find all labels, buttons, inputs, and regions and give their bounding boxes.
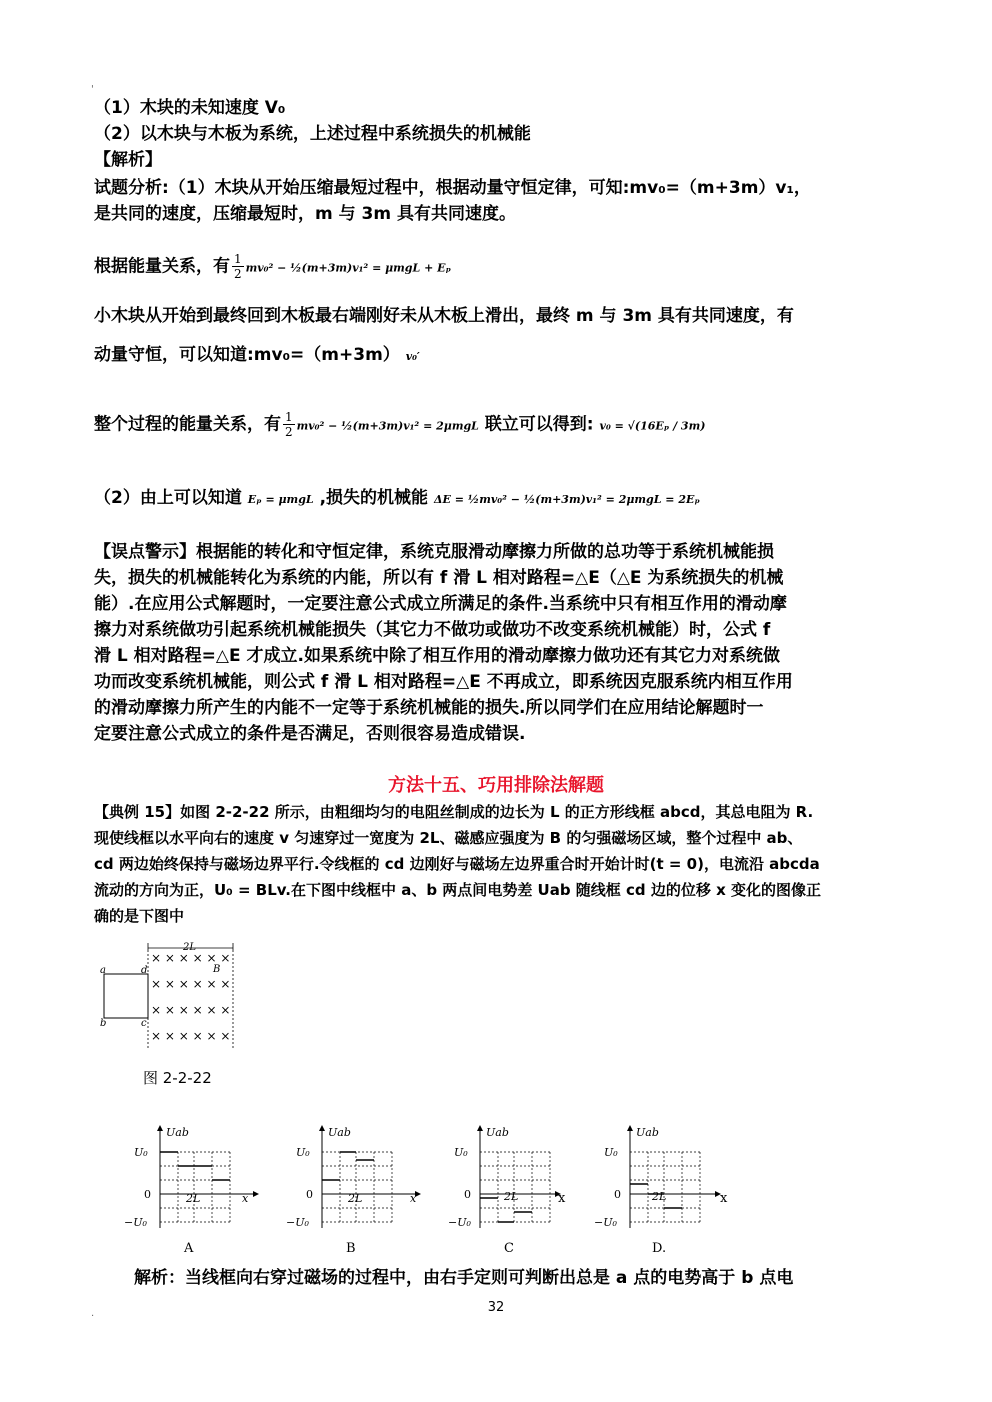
tick-neg-u0: −U₀ <box>448 1216 471 1229</box>
option-graph-b <box>286 1126 420 1256</box>
energy-formula: mv₀² − ½(m+3m)v₁² = μmgL + Eₚ <box>245 261 451 275</box>
tick-zero: 0 <box>614 1188 621 1201</box>
analysis-heading: 【解析】 <box>94 150 162 170</box>
axis-label-uab: Uab <box>486 1126 509 1139</box>
fraction-half-2: $\frac{1}{2}$ <box>285 410 293 439</box>
question-1: （1）木块的未知速度 V₀ <box>94 98 286 118</box>
axis-label-x: x <box>558 1191 566 1206</box>
tick-zero: 0 <box>306 1188 313 1201</box>
solution-line: 解析：当线框向右穿过磁场的过程中，由右手定则可判断出总是 a 点的电势高于 b 点电 <box>134 1268 794 1288</box>
example-line: cd 两边始终保持与磁场边界平行.令线框的 cd 边刚好与磁场左边界重合时开始计时(t = 0)，电流沿 abcda <box>94 855 820 873</box>
tick-zero: 0 <box>464 1188 471 1201</box>
margin-mark: . <box>91 1308 95 1319</box>
momentum-text: 动量守恒，可以知道:mv₀=（m+3m） <box>94 345 400 365</box>
tick-2l: 2L <box>186 1192 201 1205</box>
option-label: A <box>184 1241 194 1256</box>
velocity-result: v₀ = √(16Eₚ / 3m) <box>599 419 706 433</box>
corner-c: c <box>141 1018 147 1029</box>
margin-mark: ' <box>91 84 94 95</box>
part-2-label: （2）由上可以知道 <box>94 488 242 508</box>
whole-process-energy <box>94 410 705 439</box>
momentum-formula: v₀′ <box>405 350 420 363</box>
option-graphs <box>110 1120 890 1260</box>
energy-relation <box>94 252 451 281</box>
option-graph-a <box>124 1126 258 1256</box>
tick-neg-u0: −U₀ <box>594 1216 617 1229</box>
axis-label-uab: Uab <box>636 1126 659 1139</box>
example-line: 确的是下图中 <box>94 907 185 925</box>
warning-line: 的滑动摩擦力所产生的内能不一定等于系统机械能的损失.所以同学们在应用结论解题时一 <box>94 698 764 718</box>
axis-label-x: x <box>720 1191 728 1206</box>
corner-a: a <box>100 965 106 976</box>
part-2-line <box>94 486 700 512</box>
svg-text:× × × × × ×: × × × × × × <box>151 1029 231 1043</box>
whole-process-label: 整个过程的能量关系，有 <box>94 414 281 435</box>
whole-process-formula: mv₀² − ½(m+3m)v₁² = 2μmgL <box>296 419 479 433</box>
tick-zero: 0 <box>144 1188 151 1201</box>
example-line: 【典例 15】如图 2-2-22 所示，由粗细均匀的电阻丝制成的边长为 L 的正方形线框 abcd，其总电阻为 R. <box>94 803 814 821</box>
tick-u0: U₀ <box>604 1146 618 1159</box>
axis-label-uab: Uab <box>328 1126 351 1139</box>
option-label: C <box>504 1241 514 1256</box>
svg-text:× × × × × ×: × × × × × × <box>151 1003 231 1017</box>
axis-label-x: x <box>410 1192 417 1205</box>
energy-relation-label: 根据能量关系，有 <box>94 256 230 277</box>
warning-line: 失，损失的机械能转化为系统的内能，所以有 f 滑 L 相对路程=△E（△E 为系统损失的机械 <box>94 568 784 588</box>
section-title: 方法十五、巧用排除法解题 <box>388 775 604 796</box>
warning-line: 能）.在应用公式解题时，一定要注意公式成立所满足的条件.当系统中只有相互作用的滑动摩 <box>94 594 787 614</box>
tick-neg-u0: −U₀ <box>286 1216 309 1229</box>
svg-text:× × × × × ×: × × × × × × <box>151 951 231 965</box>
field-crosses <box>151 951 230 1043</box>
option-label: B <box>346 1241 356 1256</box>
warning-line: 擦力对系统做功引起系统机械能损失（其它力不做功或做功不改变系统机械能）时，公式 f <box>94 620 771 640</box>
warning-line: 功而改变系统机械能，则公式 f 滑 L 相对路程=△E 不再成立，即系统因克服系统内相互作用 <box>94 672 793 692</box>
analysis-line-2: 是共同的速度，压缩最短时，m 与 3m 具有共同速度。 <box>94 204 517 224</box>
page-number: 32 <box>487 1300 505 1315</box>
paragraph-3-line-2 <box>94 343 420 369</box>
svg-text:× × × × × ×: × × × × × × <box>151 977 231 991</box>
tick-u0: U₀ <box>296 1146 310 1159</box>
example-line: 现使线框以水平向右的速度 v 匀速穿过一宽度为 2L、磁感应强度为 B 的匀强磁场区域，整个过程中 ab、 <box>94 829 803 847</box>
tick-u0: U₀ <box>454 1146 468 1159</box>
warning-line: 【误点警示】根据能的转化和守恒定律，系统克服滑动摩擦力所做的总功等于系统机械能损 <box>94 542 774 562</box>
width-label: 2L <box>183 942 197 953</box>
figure-caption: 图 2-2-22 <box>143 1069 212 1087</box>
option-graph-d <box>594 1126 728 1256</box>
field-label-B: B <box>213 964 221 975</box>
corner-b: b <box>100 1018 107 1029</box>
tick-2l: 2L <box>348 1192 363 1205</box>
tick-neg-u0: −U₀ <box>124 1216 147 1229</box>
combine-label: 联立可以得到: <box>484 414 594 435</box>
axis-label-x: x <box>242 1192 249 1205</box>
magnetic-field-diagram <box>95 938 240 1058</box>
analysis-line-1: 试题分析:（1）木块从开始压缩最短过程中，根据动量守恒定律，可知:mv₀=（m+3m）v₁， <box>94 178 811 198</box>
warning-line: 定要注意公式成立的条件是否满足，否则很容易造成错误. <box>94 724 526 744</box>
tick-u0: U₀ <box>134 1146 148 1159</box>
fraction-half: $\frac{1}{2}$ <box>234 252 242 281</box>
warning-line: 滑 L 相对路程=△E 才成立.如果系统中除了相互作用的滑动摩擦力做功还有其它力对系统做 <box>94 646 780 666</box>
energy-loss-formula: ΔE = ½mv₀² − ½(m+3m)v₁² = 2μmgL = 2Eₚ <box>433 493 700 506</box>
energy-loss-label: ,损失的机械能 <box>319 488 429 508</box>
tick-2l: 2L <box>504 1190 519 1203</box>
ep-formula: Eₚ = μmgL <box>247 493 314 506</box>
option-label: D. <box>652 1241 667 1256</box>
option-graph-c <box>448 1126 566 1256</box>
axis-label-uab: Uab <box>166 1126 189 1139</box>
corner-d: d <box>141 965 148 976</box>
paragraph-3-line-1: 小木块从开始到最终回到木板最右端刚好未从木板上滑出，最终 m 与 3m 具有共同速度，有 <box>94 306 794 326</box>
question-2: （2）以木块与木板为系统，上述过程中系统损失的机械能 <box>94 124 531 144</box>
tick-2l: 2L <box>652 1190 667 1203</box>
example-line: 流动的方向为正，U₀ = BLv.在下图中线框中 a、b 两点间电势差 Uab 随线框 cd 边的位移 x 变化的图像正 <box>94 881 821 899</box>
